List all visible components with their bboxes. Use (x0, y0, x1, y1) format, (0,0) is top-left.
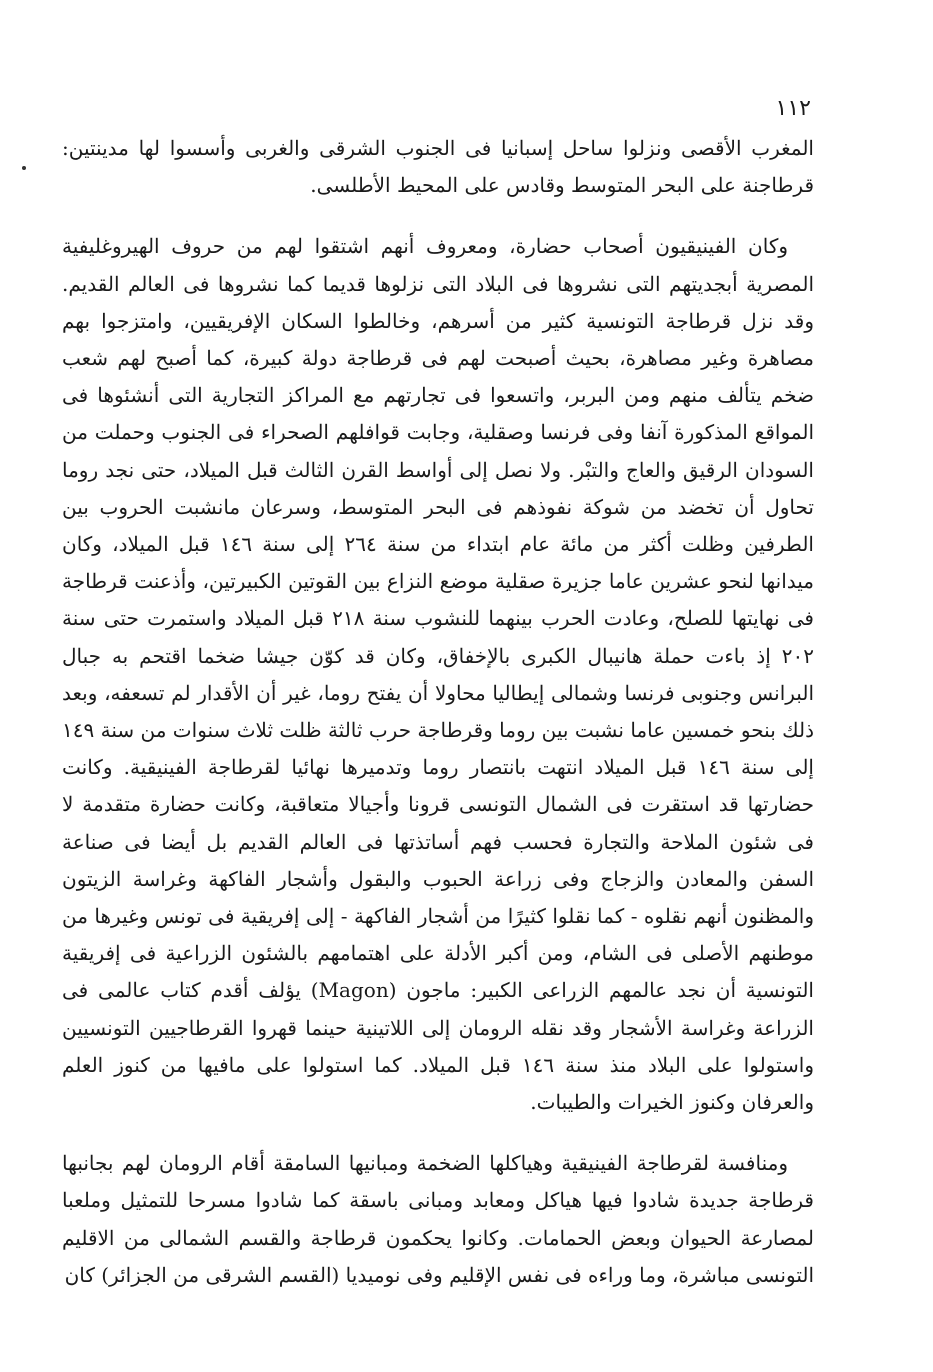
margin-mark (22, 166, 26, 170)
paragraph-2: وكان الفينيقيون أصحاب حضارة، ومعروف أنهم اشتقوا لهم من حروف الهيروغليفية المصرية أبجديتهم التى نشروها فى البلاد التى نزلوها قديما كما نشروها فى العالم القديم. وقد نزل قرطاجة التونسية كثير من أسرهم، وخالطوا السكان الإفريقيين، وامتزجوا بهم مصاهرة وغير مصاهرة، بحيث أصبحت لهم فى قرطاجة دولة كبيرة، كما أصبح لهم شعب ضخم يتألف منهم ومن البربر، واتسعوا فى تجارتهم مع المراكز التجارية التى أنشئوها فى المواقع المذكورة آنفا وفى فرنسا وصقلية، وجابت قوافلهم الصحراء فى الجنوب وحملت من السودان الرقيق والعاج والتبْر. ولا نصل إلى أواسط القرن الثالث قبل الميلاد، حتى نجد روما تحاول أن تخضد من شوكة نفوذهم فى البحر المتوسط، وسرعان مانشبت الحروب بين الطرفين وظلت أكثر من مائة عام ابتداء من سنة ٢٦٤ إلى سنة ١٤٦ قبل الميلاد، وكان ميدانها لنحو عشرين عاما جزيرة صقلية موضع النزاع بين القوتين الكبيرتين، وأذعنت قرطاجة فى نهايتها للصلح، وعادت الحرب بينهما للنشوب سنة ٢١٨ قبل الميلاد واستمرت حتى سنة ٢٠٢ إذ باءت حملة هانيبال الكبرى بالإخفاق، وكان قد كوّن جيشا ضخما اقتحم به جبال البرانس وجنوبى فرنسا وشمالى إيطاليا محاولا أن يفتح روما، غير أن الأقدار لم تسعفه، وبعد ذلك بنحو خمسين عاما نشبت بين روما وقرطاجة حرب ثالثة ظلت ثلاث سنوات من سنة ١٤٩ إلى سنة ١٤٦ قبل الميلاد انتهت بانتصار روما وتدميرها نهائيا لقرطاجة الفينيقية. وكانت حضارتها قد استقرت فى الشمال التونسى قرونا وأجيالا متعاقبة، وكانت حضارة متقدمة لا فى شئون الملاحة والتجارة فحسب فهم أساتذتها فى العالم القديم بل أيضا فى صناعة السفن والمعادن والزجاج وفى زراعة الحبوب والبقول وأشجار الفاكهة وغراسة الزيتون والمظنون أنهم نقلوه - كما نقلوا كثيرًا من أشجار الفاكهة - إلى إفريقية فى تونس وغيرها من موطنهم الأصلى فى الشام، ومن أكبر الأدلة على اهتمامهم بالشئون الزراعية فى إفريقية التونسية أن نجد عالمهم الزراعى الكبير: ماجون (Magon) يؤلف أقدم كتاب عالمى فى الزراعة وغراسة الأشجار وقد نقله الرومان إلى اللاتينية حينما قهروا القرطاجيين التونسيين واستولوا على البلاد منذ سنة ١٤٦ قبل الميلاد. كما استولوا على مافيها من كنوز العلم والعرفان وكنوز الخيرات والطيبات. (62, 234, 814, 1115)
page-number: ١١٢ (775, 96, 811, 121)
paragraph-3: ومنافسة لقرطاجة الفينيقية وهياكلها الضخمة ومبانيها السامقة أقام الرومان لهم بجانبها قرطاجة جديدة شادوا فيها هياكل ومعابد ومبانى باسقة كما شادوا مسرحا للتمثيل وملعبا لمصارعة الحيوان وبعض الحمامات. وكانوا يحكمون قرطاجة والقسم الشمالى من الاقليم التونسى مباشرة، وما وراءه فى نفس الإقليم وفى نوميديا (القسم الشرقى من الجزائر) كان (62, 1151, 814, 1287)
paragraph-1: المغرب الأقصى ونزلوا ساحل إسبانيا فى الجنوب الشرقى والغربى وأسسوا لها مدينتين: قرطاجنة على البحر المتوسط وقادس على المحيط الأطلسى. (62, 136, 814, 198)
text-column (62, 130, 814, 1294)
